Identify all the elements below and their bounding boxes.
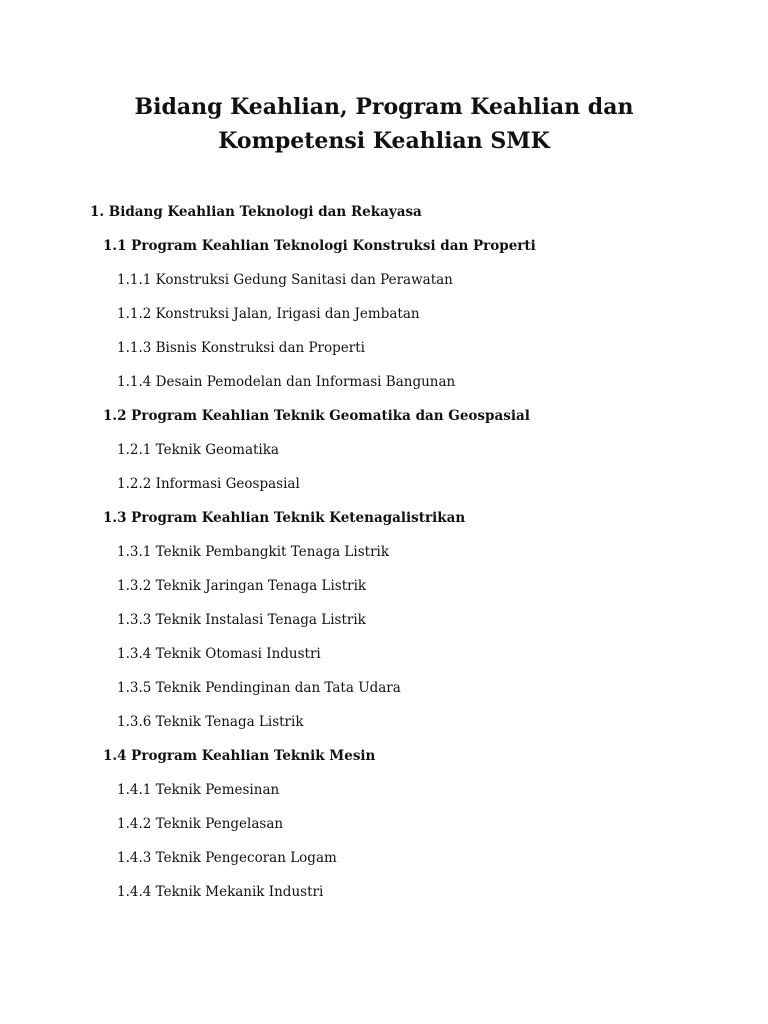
program-heading: 1.3 Program Keahlian Teknik Ketenagalistrikan [103, 510, 466, 526]
competency-item: 1.1.3 Bisnis Konstruksi dan Properti [117, 340, 365, 356]
competency-item: 1.3.4 Teknik Otomasi Industri [117, 646, 321, 662]
program-heading: 1.2 Program Keahlian Teknik Geomatika dan Geospasial [103, 408, 530, 424]
program-heading: 1.1 Program Keahlian Teknologi Konstruksi dan Properti [103, 238, 536, 254]
competency-item: 1.3.6 Teknik Tenaga Listrik [117, 714, 304, 730]
competency-item: 1.2.1 Teknik Geomatika [117, 442, 279, 458]
competency-outline [0, 199, 768, 913]
competency-item: 1.4.3 Teknik Pengecoran Logam [117, 850, 337, 866]
program-heading: 1.4 Program Keahlian Teknik Mesin [103, 748, 376, 764]
competency-item: 1.3.5 Teknik Pendinginan dan Tata Udara [117, 680, 401, 696]
page-title: Bidang Keahlian, Program Keahlian dan Kompetensi Keahlian SMK [134, 94, 634, 154]
competency-item: 1.3.1 Teknik Pembangkit Tenaga Listrik [117, 544, 390, 560]
competency-item: 1.1.2 Konstruksi Jalan, Irigasi dan Jembatan [117, 306, 420, 322]
competency-item: 1.3.2 Teknik Jaringan Tenaga Listrik [117, 578, 367, 594]
field-heading: 1. Bidang Keahlian Teknologi dan Rekayasa [90, 204, 422, 220]
competency-item: 1.4.2 Teknik Pengelasan [117, 816, 284, 832]
competency-item: 1.2.2 Informasi Geospasial [117, 476, 300, 492]
competency-item: 1.4.4 Teknik Mekanik Industri [117, 884, 324, 900]
competency-item: 1.1.4 Desain Pemodelan dan Informasi Bangunan [117, 374, 456, 390]
competency-item: 1.1.1 Konstruksi Gedung Sanitasi dan Perawatan [117, 272, 453, 288]
competency-item: 1.4.1 Teknik Pemesinan [117, 782, 280, 798]
competency-item: 1.3.3 Teknik Instalasi Tenaga Listrik [117, 612, 366, 628]
